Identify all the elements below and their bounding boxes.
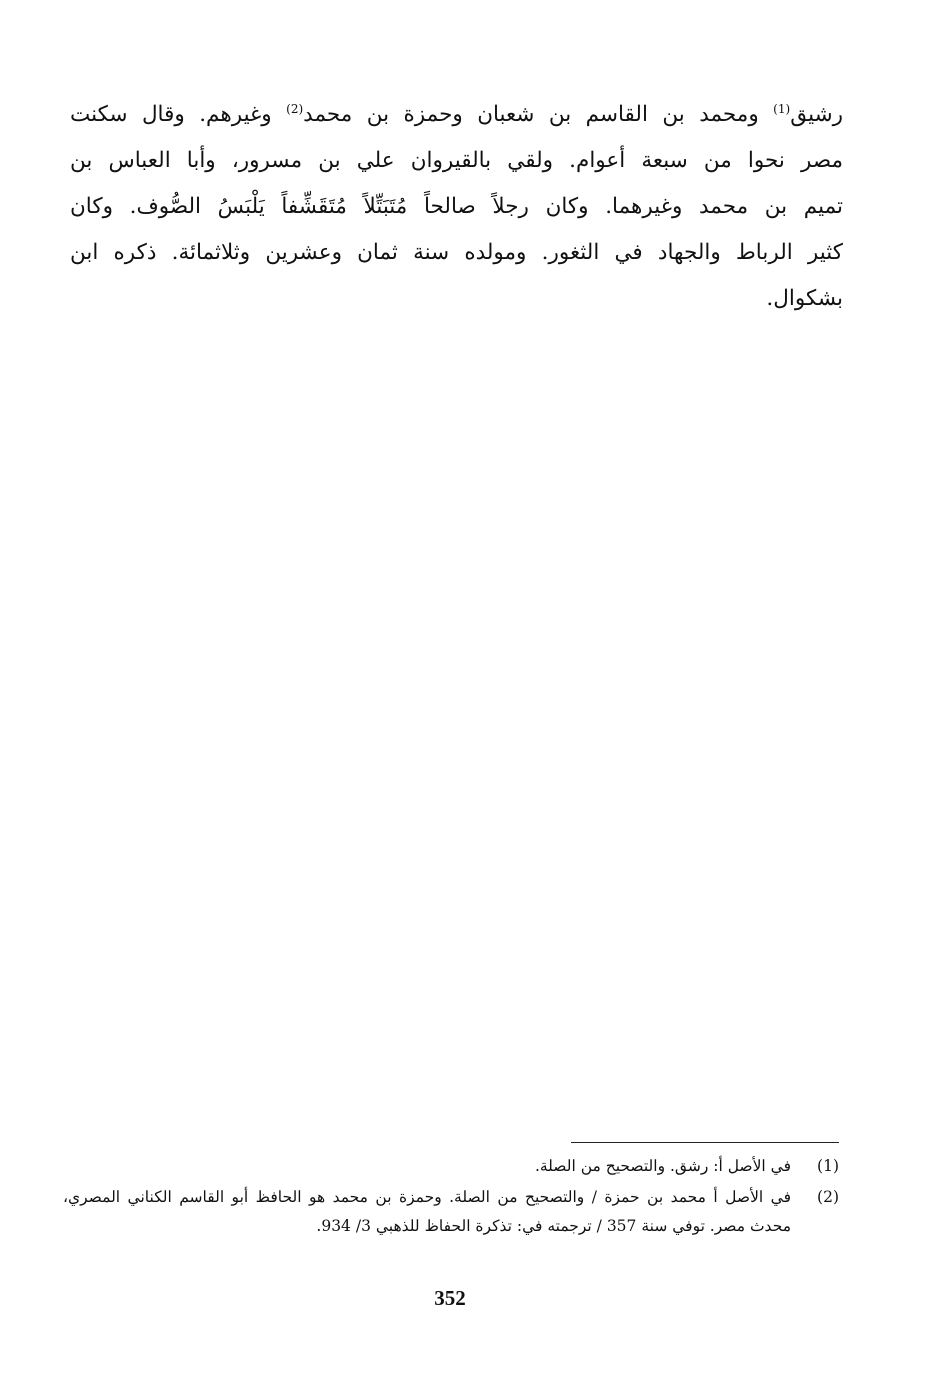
page-number: 352 [434, 1286, 466, 1310]
main-text-line-2: مصر نحوا من سبعة أعوام. ولقي بالقيروان علي بن مسرور، وأبا العباس بن [70, 148, 843, 173]
footnote-number: (2) [817, 1188, 839, 1206]
main-text-line-5: بشكوال. [766, 286, 843, 311]
main-text-line-3: تميم بن محمد وغيرهما. وكان رجلاً صالحاً مُتَبَتِّلاً مُتَقَشِّفاً يَلْبَسُ الصُّوف. وكان [70, 194, 843, 219]
footnote-2 [63, 1183, 839, 1241]
footnote-text: في الأصل أ: رشق. والتصحيح من الصلة. [534, 1157, 791, 1175]
footnote-text: في الأصل أ محمد بن حمزة / والتصحيح من الصلة. وحمزة بن محمد هو الحافظ أبو القاسم الكناني المصري، محدث مصر. توفي سنة 357 / ترجمته في: تذكرة الحفاظ للذهبي 3/ 934. [63, 1188, 791, 1235]
footnote-ref-1: (1) [773, 101, 791, 116]
text-segment: ومحمد بن القاسم بن شعبان وحمزة بن محمد [303, 102, 774, 127]
footnote-1 [63, 1152, 839, 1181]
text-segment: وغيرهم. وقال سكنت [70, 102, 287, 127]
footnote-ref-2: (2) [286, 101, 304, 116]
main-text-line-4: كثير الرباط والجهاد في الثغور. ومولده سنة ثمان وعشرين وثلاثمائة. ذكره ابن [70, 240, 843, 265]
footnote-separator [571, 1142, 839, 1143]
footnote-number: (1) [817, 1157, 839, 1175]
text-segment: رشيق [790, 102, 844, 127]
main-text [70, 92, 843, 322]
main-text-line-1 [70, 92, 843, 138]
footnotes [63, 1152, 839, 1243]
